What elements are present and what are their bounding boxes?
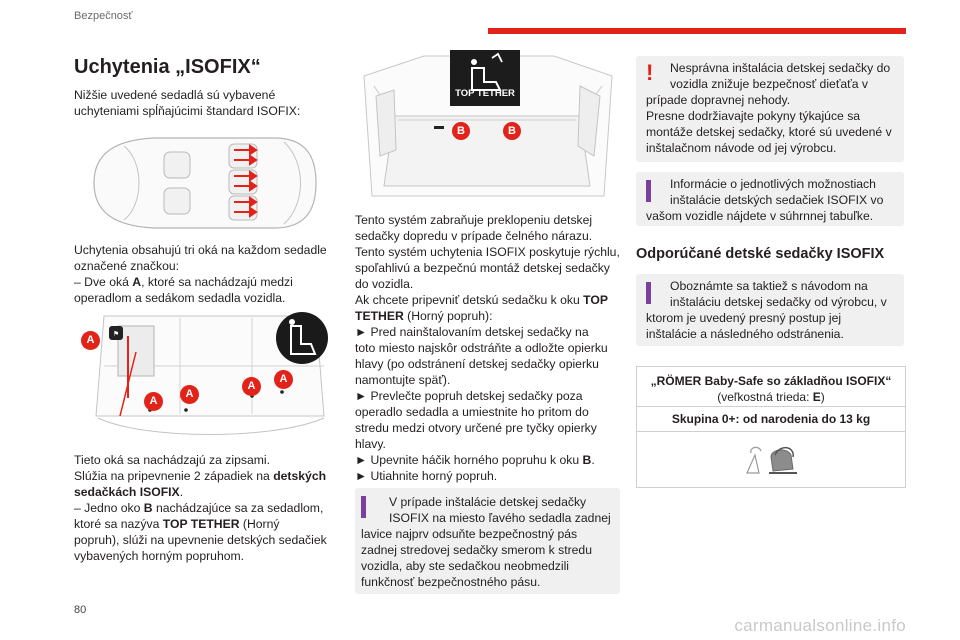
label-a-badge: A (274, 370, 293, 389)
info-note-left-seat: V prípade inštalácie detskej sedačky ISOFIX na miesto ľavého sedadla zadnej lavice najprv odsuňte bezpečnostný pás zadnej stredovej sedačky smerom k stredu vozidla, aby ste sedačkou neobmedzili funkčnosť bezpečnostného pásu. (355, 488, 620, 594)
info-note-manufacturer: Oboznámte sa taktiež s návodom na inštaláciu detskej sedačky od výrobcu, v ktorom je uvedený presný postup jej inštalácie a následného odstránenia. (636, 274, 904, 346)
zipper-paragraph: Tieto oká sa nachádzajú za zipsami. Slúžia na pripevnenie 2 západiek na detských sedačkách ISOFIX. – Jedno oko B nachádzajúce sa za sedadlom, ktoré sa nazýva TOP TETHER (Horný popruh), slúži na upevnenie detských sedačiek vybavených horným popruhom. (74, 453, 327, 563)
label-a-badge: A (81, 331, 100, 350)
recommended-seat-table (636, 366, 906, 488)
page-title: Uchytenia „ISOFIX“ (74, 56, 261, 78)
header-accent-bar (488, 28, 906, 34)
anchorage-paragraph: Uchytenia obsahujú tri oká na každom sedadle označené značkou: – Dve oká A, ktoré sa nachádzajú medzi operadlom a sedákom sedadla vozidla. (74, 243, 327, 305)
label-a-badge: A (180, 385, 199, 404)
section-label: Bezpečnosť (74, 10, 133, 22)
label-b-badge: B (452, 122, 470, 140)
child-seat-product-icon (743, 443, 801, 477)
top-tether-paragraph: Tento systém zabraňuje preklopeniu detskej sedačky dopredu v prípade čelného nárazu. Tento systém uchytenia ISOFIX poskytuje rýchlu, spoľahlivú a bezpečnú montáž detskej sedačky do vozidla. Ak chcete pripevniť detskú sedačku k oku TOP TETHER (Horný popruh): ► Pred nainštalovaním detskej sedačky na toto miesto najskôr odstráňte a odložte opierku hlavy (po odstránení detskej sedačky opierku namontujte späť). ► Prevlečte popruh detskej sedačky poza operadlo sedadla a umiestnite ho pritom do stredu medzi otvory určené pre tyčky opierky hlavy. ► Upevnite háčik horného popruhu k oku B. ► Utiahnite horný popruh. (355, 213, 620, 483)
info-icon (646, 282, 651, 304)
intro-paragraph: Nižšie uvedené sedadlá sú vybavené uchyteniami spĺňajúcimi štandard ISOFIX: (74, 88, 301, 118)
label-b-badge: B (503, 122, 521, 140)
rear-seat-isofix-illustration (84, 306, 336, 446)
svg-text:⚑: ⚑ (112, 330, 120, 338)
trunk-top-tether-illustration (354, 46, 622, 206)
car-top-view-illustration (84, 132, 322, 234)
table-header: „RÖMER Baby-Safe so základňou ISOFIX“ (veľkostná trieda: E) (637, 367, 905, 407)
label-a-badge: A (144, 392, 163, 411)
info-icon (361, 496, 366, 518)
page-number: 80 (74, 604, 87, 616)
top-tether-badge-label: TOP TETHER (455, 88, 515, 99)
info-note-summary-table: Informácie o jednotlivých možnostiach inštalácie detských sedačiek ISOFIX vo vašom vozidle nájdete v súhrnnej tabuľke. (636, 172, 904, 226)
warning-icon: ! (646, 60, 654, 85)
label-a-badge: A (242, 377, 261, 396)
warning-note: ! Nesprávna inštalácia detskej sedačky do vozidla znižuje bezpečnosť dieťaťa v prípade dopravnej nehody. Presne dodržiavajte pokyny týkajúce sa montáže detskej sedačky, ktoré sú uvedené v inštalačnom návode od jej výrobcu. (636, 56, 904, 162)
watermark: carmanualsonline.info (734, 616, 906, 635)
table-group-row: Skupina 0+: od narodenia do 13 kg (637, 407, 905, 432)
isofix-badge-icon (109, 326, 123, 340)
info-icon (646, 180, 651, 202)
section-heading: Odporúčané detské sedačky ISOFIX (636, 246, 885, 262)
